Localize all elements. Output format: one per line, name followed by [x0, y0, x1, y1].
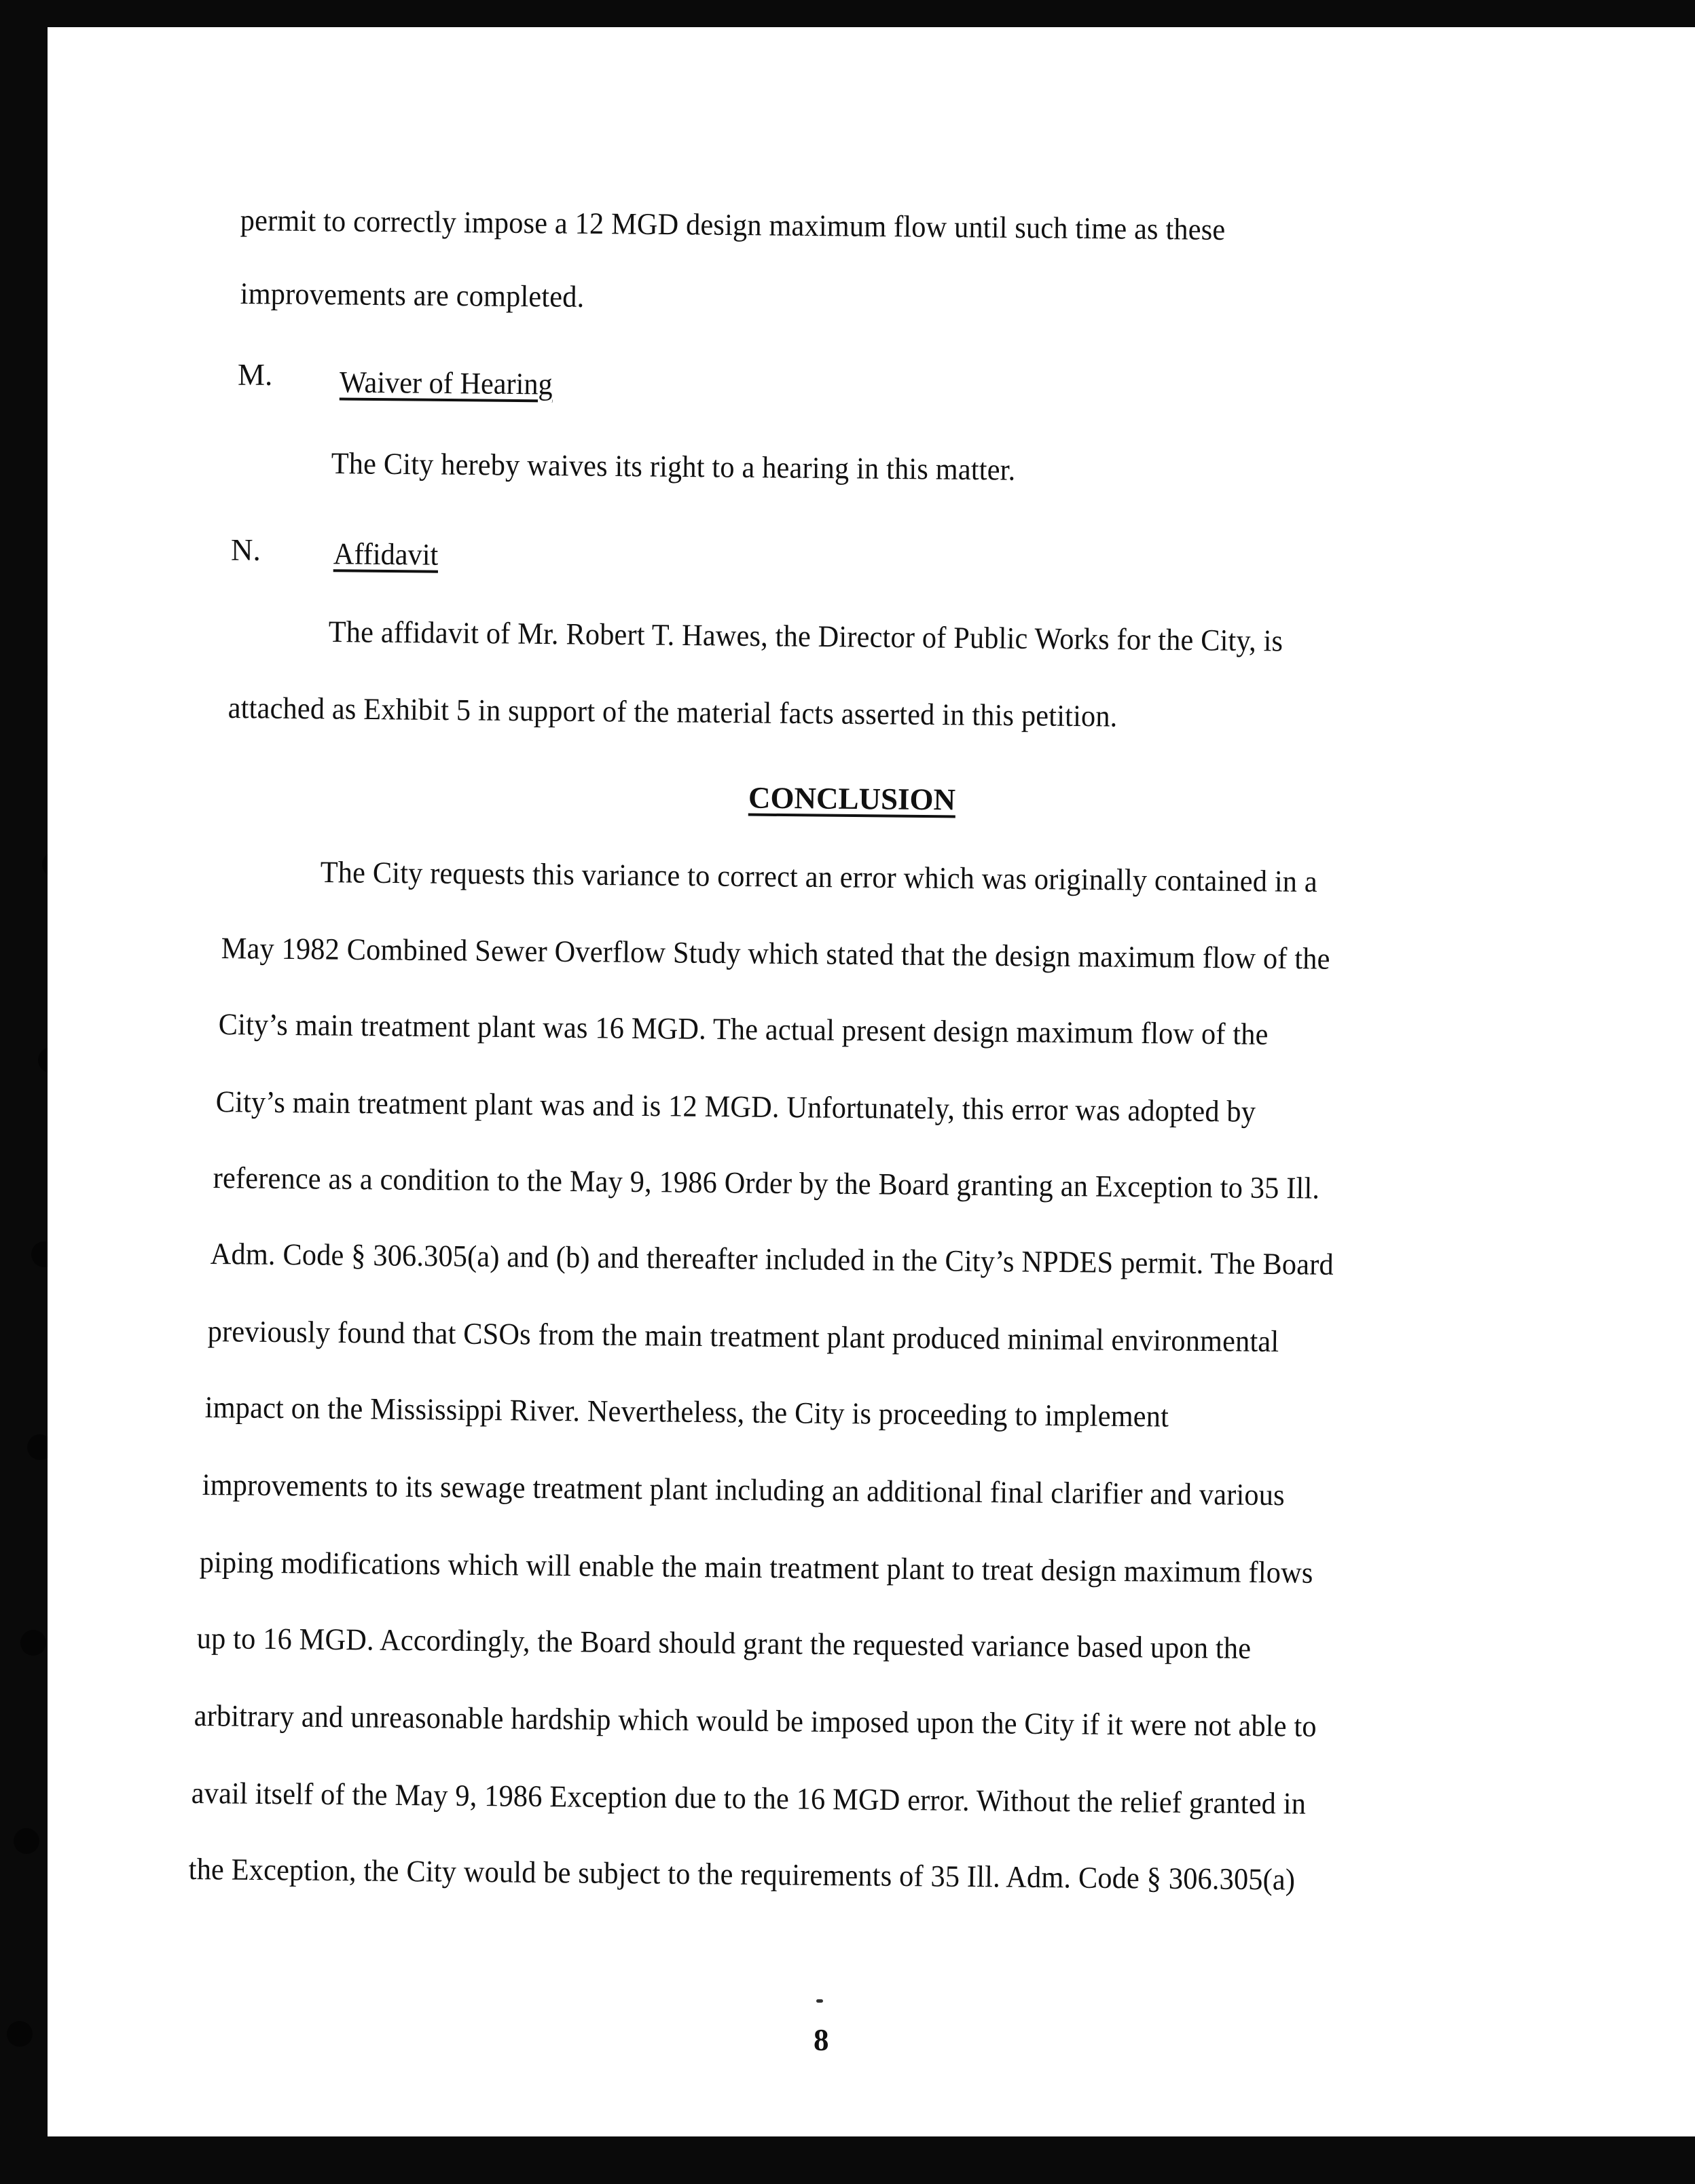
section-m-letter: M.: [238, 358, 273, 392]
punch-hole: [20, 1630, 46, 1656]
conclusion-line-13: avail itself of the May 9, 1986 Exception due to the 16 MGD error. Without the relief granted in: [191, 1776, 1307, 1821]
section-m-body: The City hereby waives its right to a hearing in this matter.: [331, 446, 1016, 487]
document-sheet: [48, 27, 1695, 2136]
scan-speck: [816, 1999, 823, 2003]
page-number: 8: [814, 2023, 829, 2057]
conclusion-line-9: improvements to its sewage treatment plant including an additional final clarifier and various: [202, 1468, 1286, 1512]
conclusion-line-3: City’s main treatment plant was 16 MGD. The actual present design maximum flow of the: [218, 1007, 1269, 1051]
conclusion-line-5: reference as a condition to the May 9, 1986 Order by the Board granting an Exception to 35 Ill.: [213, 1161, 1320, 1205]
conclusion-line-7: previously found that CSOs from the main treatment plant produced minimal environmental: [207, 1314, 1279, 1359]
intro-line-1: permit to correctly impose a 12 MGD design maximum flow until such time as these: [240, 203, 1226, 247]
conclusion-line-14: the Exception, the City would be subject to the requirements of 35 Ill. Adm. Code § 306.305(a): [188, 1852, 1296, 1897]
section-n-body-line-1: The affidavit of Mr. Robert T. Hawes, the Director of Public Works for the City, is: [328, 615, 1283, 658]
intro-line-2: improvements are completed.: [240, 276, 585, 314]
scan-bottom-border: [0, 2136, 1695, 2184]
conclusion-line-4: City’s main treatment plant was and is 12 MGD. Unfortunately, this error was adopted by: [215, 1085, 1256, 1129]
punch-hole: [7, 2021, 33, 2047]
conclusion-line-1: The City requests this variance to correct an error which was originally contained in a: [320, 855, 1318, 899]
conclusion-line-11: up to 16 MGD. Accordingly, the Board should grant the requested variance based upon the: [196, 1621, 1252, 1665]
conclusion-line-12: arbitrary and unreasonable hardship which would be imposed upon the City if it were not able to: [194, 1698, 1317, 1743]
conclusion-heading: CONCLUSION: [748, 780, 956, 817]
conclusion-line-2: May 1982 Combined Sewer Overflow Study which stated that the design maximum flow of the: [221, 931, 1330, 976]
punch-hole: [14, 1828, 39, 1854]
section-n-title: Affidavit: [333, 536, 439, 572]
section-n-letter: N.: [231, 533, 261, 567]
conclusion-line-10: piping modifications which will enable the main treatment plant to treat design maximum flows: [199, 1545, 1313, 1590]
conclusion-line-8: impact on the Mississippi River. Nevertheless, the City is proceeding to implement: [204, 1390, 1169, 1434]
conclusion-line-6: Adm. Code § 306.305(a) and (b) and thereafter included in the City’s NPDES permit. The Board: [210, 1237, 1334, 1281]
section-m-title: Waiver of Hearing: [339, 365, 553, 401]
section-n-body-line-2: attached as Exhibit 5 in support of the material facts asserted in this petition.: [227, 691, 1118, 733]
